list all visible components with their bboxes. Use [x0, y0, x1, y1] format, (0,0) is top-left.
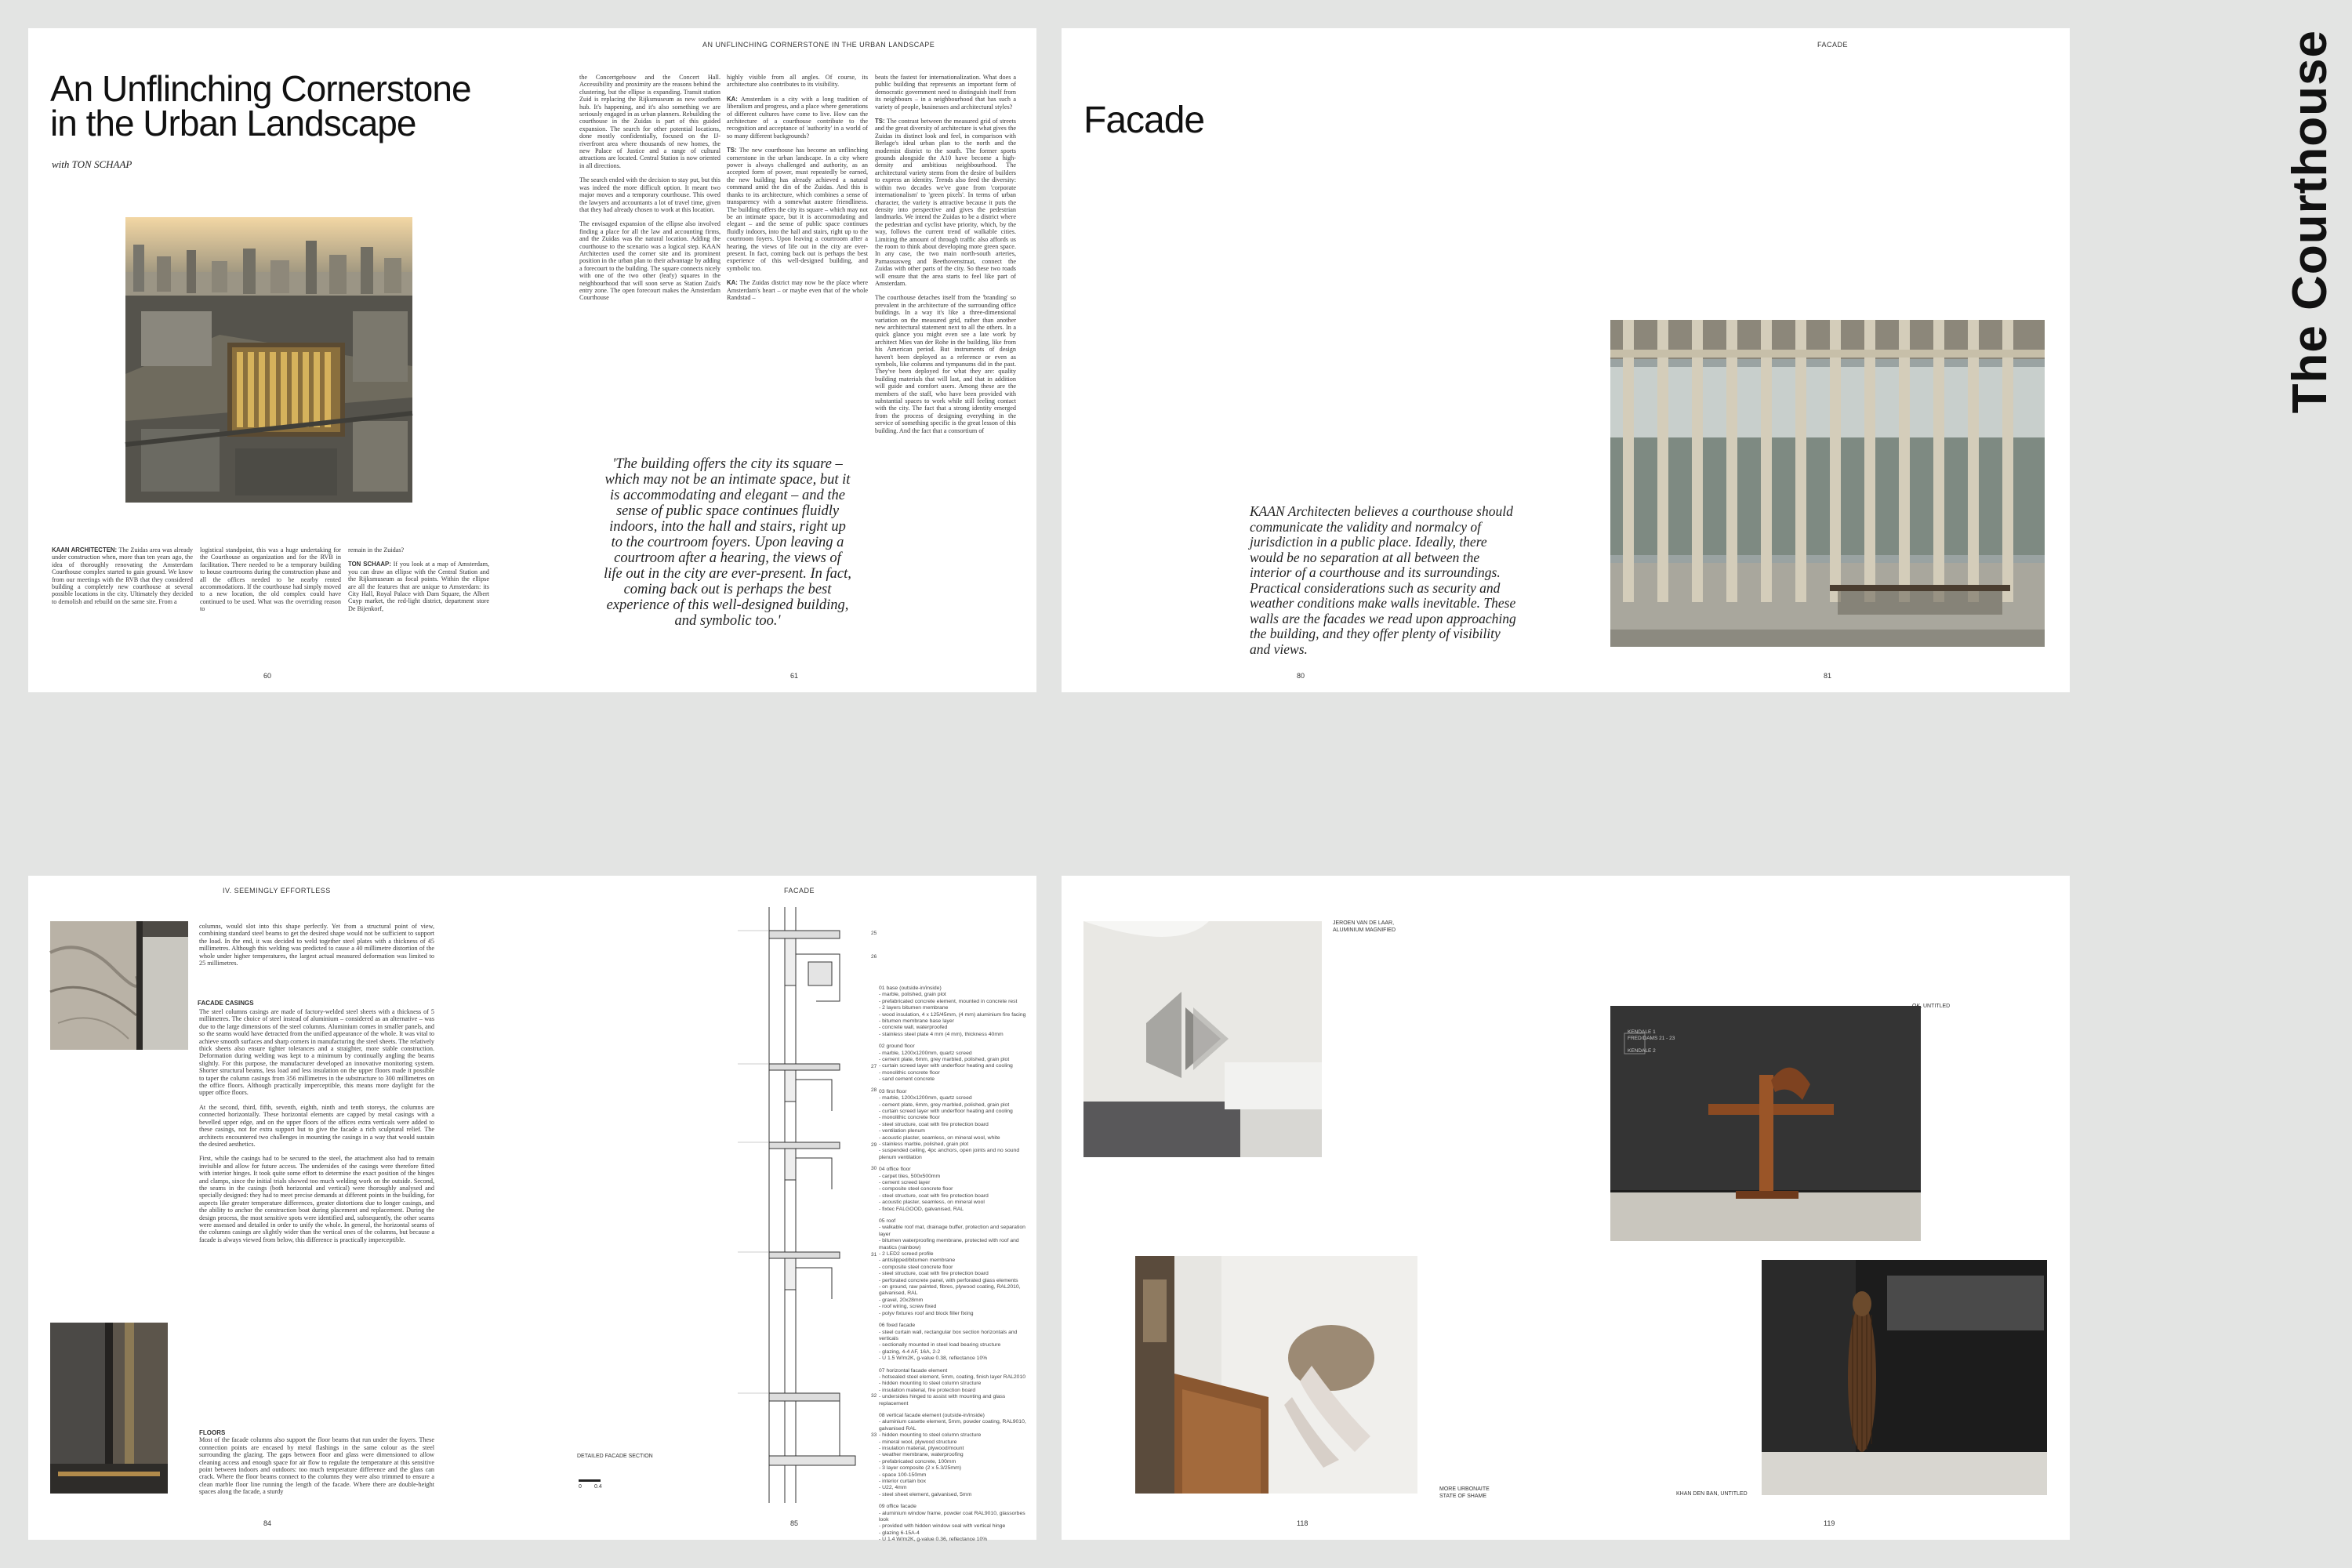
- section-number: 31: [871, 1252, 877, 1258]
- running-header: FACADE: [1817, 41, 1849, 49]
- pull-quote: 'The building offers the city its square – which may not be an intimate space, but it is accommodating and elegant – and the sense of public space continues fluidly indoors, into the hall and stairs, right up to the courtroom foyers. Upon leaving a courtroom after a hearing, the views of life out in the city are ever-present. In fact, coming back out is perhaps the best experience of this well-designed building, and symbolic too.': [604, 456, 851, 629]
- drawing-caption: DETAILED FACADE SECTION: [577, 1454, 653, 1459]
- text-column-2: [200, 546, 341, 672]
- speaker-label: KA:: [727, 279, 738, 287]
- body-section-1: [199, 1000, 434, 1329]
- title-line-2: in the Urban Landscape: [50, 103, 416, 143]
- legend-item: 02 ground floor - marble, 1200x1200mm, quartz screed - cement plate, 6mm, grey marbled, polished, grain plot - curtain screed layer with underfloor heating and cooling - monolithic concrete floor - sand cement concrete: [879, 1044, 1013, 1083]
- body-text: The steel columns casings are made of factory-welded steel sheets with a thickness of 5 millimetres. The choice of steel instead of aluminium – considered as an alternative – was due to the large dimensions of the steel columns. Aluminium comes in smaller panels, and so the seams would have detracted from the unified appearance of the whole. It was vital to achieve smooth surfaces and sharp corners in manufacturing the steel sheets. The relatively thick sheets also ensure tighter tolerances and a straighter, more stable construction. Deformation during welding was kept to a minimum by continually angling the beams slightly. For this purpose, the manufacturer developed an innovative monitoring system. Shorter structural beams, less load and less insulation on the upper floors made it possible to taper the column casings from 356 millimetres in the substructure to 300 millimetres on the office floors. Although practically imperceptible, this means more daylight for the upper office floors.: [199, 1008, 434, 1097]
- scale-label-start: 0: [579, 1484, 582, 1490]
- body-text: First, while the casings had to be secured to the steel, the attachment also had to remain invisible and allow for future access. The undersides of the casings were therefore fitted with interior hinges. It took quite some effort to determine the exact position of the hinges and clamps, since the initial trials showed too much welding work on the outside. Second, the seams in the casings (both horizontal and vertical) were thoroughly analysed and specially designed: they had to meet precise demands at different points in the building, for aspects like greater temperature differences, greater distortions due to longer casings, and the ability to anchor the construction boat during placement and replacement. During the design process, the most sensitive spots were identified and, subsequently, the other seams were assessed and detailed in order to unify the whole. In general, the horizontal seams of the columns casings are slightly wider than the vertical ones of the columns, but because a facade is always viewed from below, this difference is practically imperceptible.: [199, 1155, 434, 1243]
- artwork-credit-4: KHAN DEN BAN, UNTITLED: [1676, 1491, 1748, 1497]
- page-number-right: 81: [1824, 672, 1832, 680]
- casing-photo: [50, 1323, 168, 1494]
- left-running-header: IV. SEEMINGLY EFFORTLESS: [223, 887, 331, 895]
- section-title: Facade: [1083, 100, 1205, 141]
- page-number-left: 84: [263, 1519, 272, 1527]
- section-number: 30: [871, 1166, 877, 1171]
- wall-sign-line: FRED/DAMS 21 - 23: [1628, 1036, 1675, 1041]
- credit-line: JEROEN VAN DE LAAR,: [1333, 920, 1395, 926]
- spread-interview: [28, 28, 1036, 692]
- artwork-credit-3: [1439, 1486, 1490, 1500]
- text-column-6: [875, 74, 1016, 677]
- wall-sign-line: KENDALE 2: [1628, 1048, 1656, 1054]
- section-number: 26: [871, 954, 877, 960]
- speaker-label: TS:: [875, 118, 885, 125]
- wall-sign-line: KENDALE 1: [1628, 1029, 1656, 1035]
- marble-photo: [50, 921, 188, 1050]
- speaker-label: TON SCHAAP:: [348, 561, 391, 568]
- casing-image: [50, 1323, 168, 1494]
- section-number: 33: [871, 1432, 877, 1438]
- art-photo-carved-wood: [1762, 1260, 2047, 1495]
- title-line-1: An Unflinching Cornerstone: [50, 68, 471, 109]
- text-column-5: [727, 74, 868, 481]
- body-text: The search ended with the decision to stay put, but this was indeed the more difficult option. It meant two major moves and a temporary courthouse. This owed the lawyers and accountants a lot of travel time, given that they had already chosen to work at this location.: [579, 176, 720, 213]
- body-text: remain in the Zuidas?: [348, 546, 405, 554]
- credit-line: STATE OF SHAME: [1439, 1494, 1487, 1499]
- facade-quote: KAAN Architecten believes a courthouse should communicate the validity and normalcy of jurisdiction in a public place. Ideally, there would be no separation at all between the interior of a courthouse and its surroundings. Practical considerations such as security and weather conditions make walls inevitable. These walls are the facades we read upon approaching the building, and they offer plenty of visibility and views.: [1250, 503, 1516, 657]
- legend-item: 07 horizontal facade element - hotsealed steel element, 5mm, coating, finish layer RAL2010 - hidden mounting to steel column structure - insulation material, fire protection board - undersides hinged to assist with mounting and glass replacement: [879, 1367, 1026, 1406]
- page-number-left: 118: [1297, 1519, 1308, 1527]
- body-text: The courthouse detaches itself from the 'branding' so prevalent in the architecture of the surrounding office buildings. In a way it's like a three-dimensional variation on the measured grid, rather than another new architectural statement next to all the others. In a quick glance you might even see a late work by architect Mies van der Rohe in the building, like from his American period. But instruments of design haven't been deployed as a reference or even as symbols, like columns and tympanums did in the past. They've been deployed for what they are: quality building materials that will last, and that in addition will guide and comfort users. Among these are the members of the staff, who have been provided with substantial spaces to work while still feeling contact with the city. The fact that a strong identity emerged from the process of designing everything in the service of something specific is the great lesson of this building. And the fact that a consortium of: [875, 294, 1016, 434]
- speaker-label: TS:: [727, 147, 737, 154]
- page-number-right: 119: [1824, 1519, 1835, 1527]
- body-text: At the second, third, fifth, seventh, eighth, ninth and tenth storeys, the columns are connected horizontally. These horizontal elements are capped by metal casings with a bevelled upper edge, and on the upper floors of the offices extra verticals were added to these casings, not for extra support but to give the facade a rich sculptural relief. The architects encountered two challenges in mounting the casings in a way that would sustain the desired aesthetics.: [199, 1103, 434, 1148]
- facade-section-drawing: [738, 907, 863, 1503]
- artwork-credit-2: OK, UNTITLED: [1912, 1004, 1951, 1009]
- legend-item: 08 vertical facade element (outside-in/inside) - aluminium casette element, 5mm, powder coating, RAL9010, galvanised RAL - hidden mounting to steel column structure - mineral wool, plywood structure - insulation material, plywood/mount - weather membrane, waterproofing - prefabricated concrete, 100mm - 3 layer composite (2 x 5.3/25mm) - space 100-150mm - interior curtain box - U22, 4mm - steel sheet element, galvanised, 5mm: [879, 1412, 1026, 1497]
- intro-text: columns, would slot into this shape perfectly. Yet from a structural point of view, combining standard steel beams to get the desired shape would not be sufficient to support the load. In the end, it was decided to weld together steel plates with a thickness of 45 millimetres. Although this welding was predicted to cause a 40 millimetre distortion of the whole under higher temperatures, the largest actual measured deformation was limited to 25 millimetres.: [199, 923, 434, 967]
- aluminium-art-image: [1083, 921, 1322, 1157]
- aerial-photo: [125, 217, 412, 503]
- heading-facade-casings: FACADE CASINGS: [198, 1000, 254, 1007]
- aerial-city-image: [125, 217, 412, 503]
- page-number-left: 60: [263, 672, 272, 680]
- text-column-1: [52, 546, 193, 672]
- legend-item: 09 office facade - aluminium window frame, powder coat RAL9010, glassorbes look - provided with hidden window seal with vertical hinge - glazing 6-15A-4 - U 1.4 W/m2K, g-value 0.36, reflectance 10%: [879, 1504, 1025, 1543]
- body-text: logistical standpoint, this was a huge undertaking for the Courthouse as organization and for the RVB in facilitation. There needed to be a temporary building to house courtrooms during the construction phase and all the offices needed to be nearby rented accommodations. If the courthouse had simply moved to a new location, the old complex could have continued to be used. What was the overriding reason to: [200, 546, 341, 613]
- legend-item: 06 fixed facade - steel curtain wall, rectangular box section horizontals and verticals - sectionally mounted in steel load bearing structure - glazing, 4-4 AF, 16A, 2-2 - U 1.5 W/m2K, g-value 0.38, reflectance 10%: [879, 1323, 1018, 1362]
- heading-floors: FLOORS: [199, 1429, 226, 1436]
- section-number: 27: [871, 1064, 877, 1069]
- artwork-credit-1: [1333, 920, 1396, 934]
- section-drawing-image: [738, 907, 863, 1503]
- legend-item: 01 base (outside-in/inside) - marble, polished, grain plot - prefabricated concrete element, mounted in concrete rest - 2 layers bitumen membrane - wood insulation, 4 x 125/45mm, (4 mm) aluminium fire facing - bitumen membrane base layer - concrete wall, waterproofed - stainless steel plate 4 mm (4 mm), thickness 40mm: [879, 985, 1026, 1037]
- wall-sign: [1628, 1029, 1675, 1054]
- legend-item: 05 roof - walkable roof mat, drainage buffer, protection and separation layer - bitumen waterproofing membrane, protected with roof and mastics (rainbow) - 2 LED2 screed profile - antislipped/bitumen membrane - composite steel concrete floor - steel structure, coat with fire protection board - perforated concrete panel, with perforated glass elements - on ground, raw painted, fibres, plywood coating, RAL2010, galvanised, RAL - gravel, 20x28mm - roof wiring, screw fixed - polyv fixtures roof and block filler fixing: [879, 1218, 1025, 1316]
- speaker-label: KAAN ARCHITECTEN:: [52, 546, 118, 554]
- drawing-legend: [879, 985, 1028, 1543]
- body-text: highly visible from all angles. Of course, its architecture also contributes to its visibility.: [727, 74, 868, 89]
- text-column-4: [579, 74, 720, 481]
- byline: with TON SCHAAP: [52, 158, 132, 170]
- side-title: The Courthouse: [2283, 30, 2337, 414]
- carved-wood-image: [1762, 1260, 2047, 1495]
- legend-item: 03 first floor - marble, 1200x1200mm, quartz screed - cement plate, 6mm, grey marbled, polished, grain plot - curtain screed layer with underfloor heating and cooling - monolithic concrete floor - steel structure, coat with fire protection board - ventilation plenum - acoustic plaster, seamless, on mineral wool, white - stainless marble, polished, grain plot - suspended ceiling, 4pc anchors, open joints and no sound plenum ventilation: [879, 1088, 1020, 1160]
- body-text: Most of the facade columns also support the floor beams that run under the foyers. These connection points are encased by metal flashings in the same colour as the steel surrounding the glazing. The gaps between floor and glass were dimensioned to allow cleaning access and enough space for air flow to regulate the temperature at this sensitive point between indoors and outdoors: too much temperature difference and the glass can crack. Where the floor beams connect to the columns they were also trimmed to ensure a clean marble floor line running the length of the facade. Where there are double-height spaces along the facade, a sturdy: [199, 1436, 434, 1496]
- text-column-3: [348, 546, 489, 672]
- section-number: 25: [871, 931, 877, 936]
- page-number-left: 80: [1297, 672, 1305, 680]
- stair-art-image: [1135, 1256, 1417, 1494]
- body-text: beats the fastest for internationalization. What does a public building that represents an important form of democratic government need to distinguish itself from its neighbours – in a neighbourhood that has such a variety of people, businesses and architectural styles?: [875, 74, 1016, 111]
- spread-facade: [1062, 28, 2070, 692]
- section-number: 28: [871, 1087, 877, 1093]
- body-text: The new courthouse has become an unflinching cornerstone in the urban landscape. In a city where power is always challenged and authority, as an accepted form of power, must repeatedly be earned, the new building has already achieved a natural command amid the din of the Zuidas. And this is thanks to its architecture, which combines a sense of transparency with a somewhat austere friendliness. The building offers the city its square – which may not be an intimate space, but it is accommodating and elegant – and the sense of public space continues fluidly indoors, into the hall and stairs, right up to the courtroom foyers. Upon leaving a courtroom after a hearing, the views of life out in the city are ever-present. In fact, coming back out is perhaps the best experience of this well-designed building, and symbolic too.: [727, 147, 868, 272]
- running-header: AN UNFLINCHING CORNERSTONE IN THE URBAN LANDSCAPE: [702, 41, 935, 49]
- page-number-right: 85: [790, 1519, 799, 1527]
- body-text: If you look at a map of Amsterdam, you can draw an ellipse with the Central Station and the Rijksmuseum as focal points. Within the ellipse are all the features that are unique to Amsterdam: its City Hall, Royal Palace with Dam Square, the Albert Cuyp market, the red-light district, department store De Bijenkorf,: [348, 561, 490, 612]
- section-number: 29: [871, 1142, 877, 1148]
- credit-line: MORE URBONAITE: [1439, 1486, 1490, 1492]
- body-text: The contrast between the measured grid of streets and the great diversity of architecture is what gives the Zuidas its distinct look and feel, in comparison with Berlage's ideal urban plan to the north and the modernist district to the south. The former sports grounds alongside the A10 have become a high-density and ambitious neighbourhood. The architectural variety stems from the desire of builders to express an identity. Trends also feed the diversity: within two decades we've gone from 'corporate internationalism' to 'green pixels'. In terms of urban character, the variety is attractive because it puts the density into perspective and gives the pedestrian landmarks. We intend the Zuidas to be a district where the pedestrian and cyclist have priority, which, by the way, follows the current trend of walkable cities. Limiting the amount of through traffic also affords us the room to think about developing more green space. In any case, the two main north-south arteries, Parnassusweg and Beethovenstraat, connect the Zuidas with other parts of the city. So these two roads will ensure that the area starts to feel like part of Amsterdam.: [875, 118, 1016, 287]
- spread-art: [1062, 876, 2070, 1540]
- right-running-header: FACADE: [784, 887, 815, 895]
- art-photo-stair: [1135, 1256, 1417, 1494]
- credit-line: ALUMINIUM MAGNIFIED: [1333, 927, 1396, 933]
- facade-image: [1610, 320, 2045, 647]
- body-text: Amsterdam is a city with a long tradition of liberalism and progress, and a place where generations of different cultures have come to live. How can the architecture of a courthouse contribute to the recognition and acceptance of 'authority' in a world of so many different backgrounds?: [727, 95, 868, 140]
- section-number: 32: [871, 1393, 877, 1399]
- marble-image: [50, 921, 188, 1050]
- body-text: The Zuidas area was already under construction when, more than ten years ago, the idea of thoroughly renovating the Amsterdam Courthouse complex started to gain ground. We know from our meetings with the RVB that they considered building a completely new courthouse at several possible locations in the city. Ultimately they decided to demolish and rebuild on the same site. From a: [52, 546, 194, 605]
- speaker-label: KA:: [727, 95, 738, 103]
- spread-facade-detail: [28, 876, 1036, 1543]
- scale-label-end: 0.4: [594, 1484, 602, 1490]
- body-text: The envisaged expansion of the ellipse also involved finding a place for all the law and accounting firms, and the Zuidas was the natural location. Adding the courthouse to the scenario was a logical step. KAAN Architecten used the corner site and its prominent position in the urban plan to their advantage by adding a forecourt to the building. The square connects nicely with one of the two other (leafy) squares in the neighbourhood that will soon serve as Station Zuid's entry zone. The open forecourt makes the Amsterdam Courthouse: [579, 220, 720, 302]
- art-photo-aluminium: [1083, 921, 1322, 1157]
- page-title: [50, 68, 471, 143]
- scale-bar: [579, 1479, 601, 1482]
- legend-item: 04 office floor - carpet tiles, 500x500mm - cement screed layer - composite steel concrete floor - steel structure, coat with fire protection board - acoustic plaster, seamless, on mineral wool - fixtec FALGOOD, galvanised, RAL: [879, 1167, 989, 1212]
- page-number-right: 61: [790, 672, 799, 680]
- body-text: The Zuidas district may now be the place where Amsterdam's heart – or maybe even that of the whole Randstad –: [727, 279, 868, 301]
- facade-photo: [1610, 320, 2045, 647]
- body-text: the Concertgebouw and the Concert Hall. Accessibility and proximity are the reasons behind the clustering, but the ellipse is expanding. Transit station Zuid is replacing the Rijksmuseum as new southern hub. It's happening, and it's also something we are seriously engaged in as urban planners. Rebuilding the courthouse in the Zuidas is part of this guided expansion. The search for other potential locations, done mostly confidentially, focused on the IJ-riverfront area where thousands of new homes, the new Palace of Justice and a range of cultural attractions are located. Central Station is now oriented in all directions.: [579, 74, 720, 169]
- body-section-2: [199, 1429, 434, 1522]
